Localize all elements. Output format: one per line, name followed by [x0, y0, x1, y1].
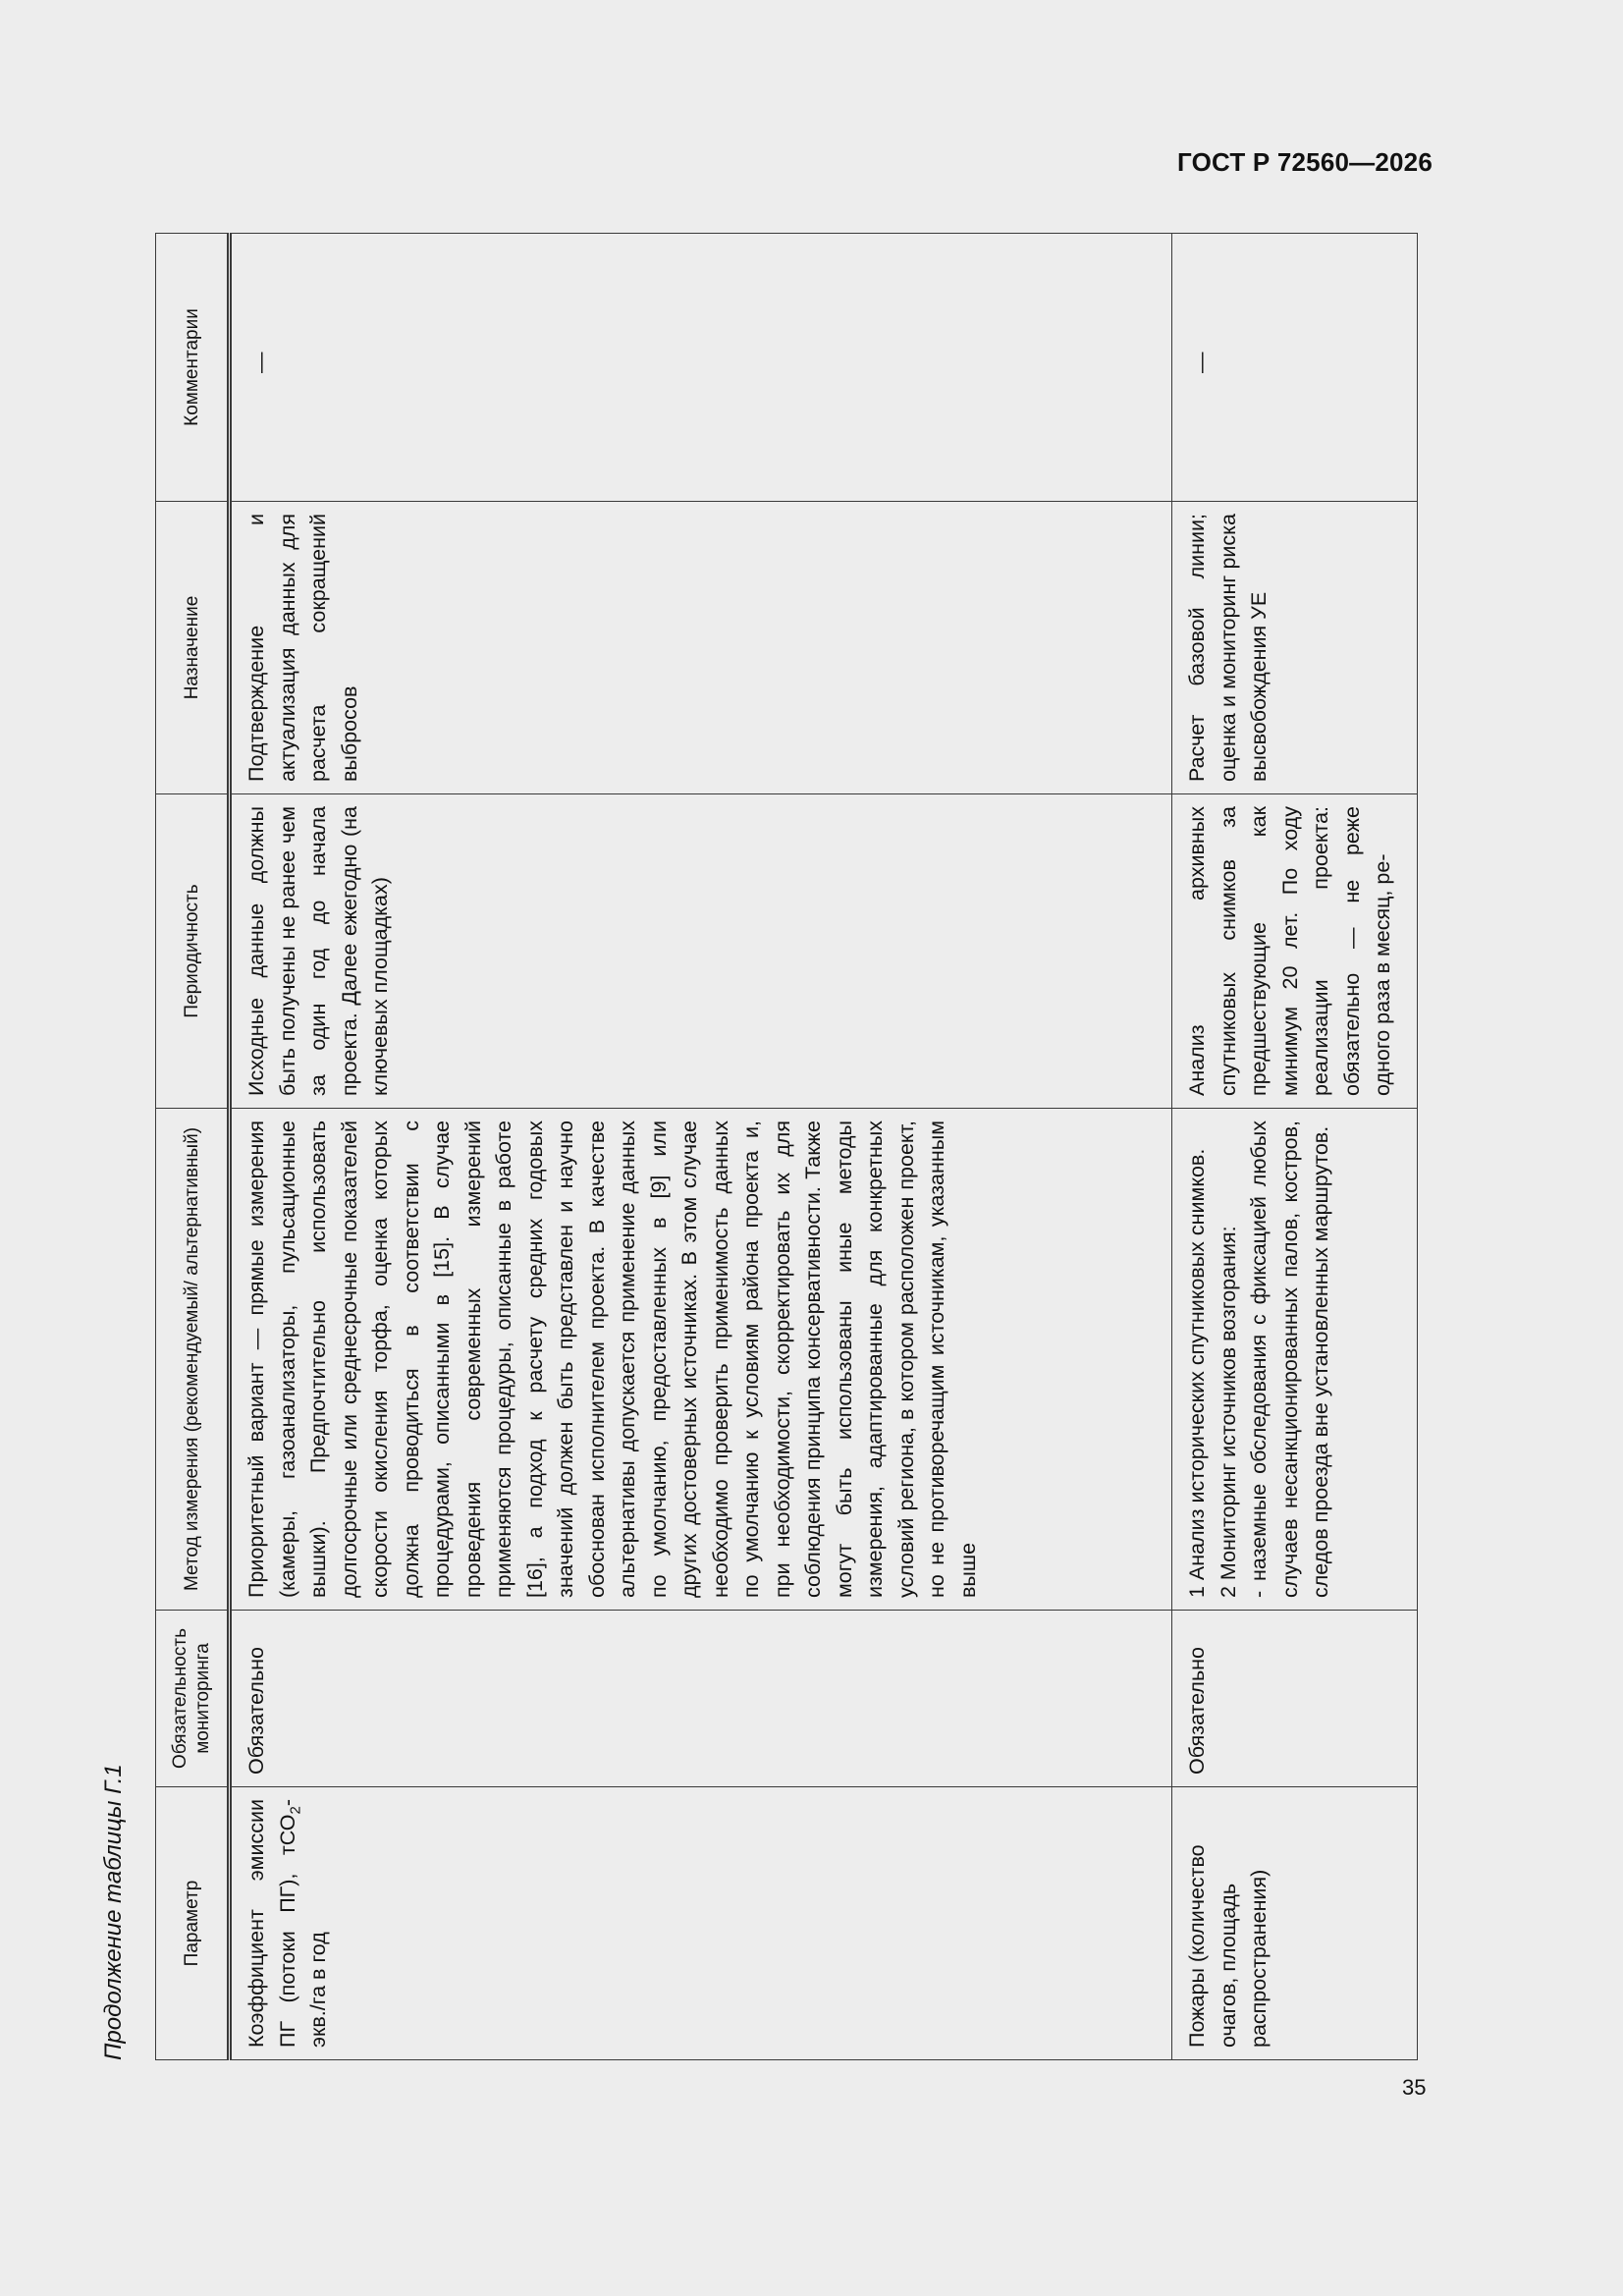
table-header-row [156, 234, 230, 2060]
cell-parameter: Коэффициент эмиссии ПГ (потоки ПГ), тСО$_2$-экв./га в год [230, 1787, 1172, 2060]
method-line: 1 Анализ исторических спутниковых снимков. [1185, 1148, 1209, 1598]
header-parameter: Параметр [156, 1787, 230, 2060]
method-line: - наземные обследования с фиксацией любых случаев несанкционированных палов, костров, следов проезда вне установленных маршрутов. [1247, 1121, 1332, 1598]
cell-parameter: Пожары (количество очагов, площадь распространения) [1172, 1787, 1418, 2060]
table-caption: Продолжение таблицы Г.1 [100, 1764, 127, 2060]
rotated-table-region [98, 234, 1419, 2060]
table-row [1172, 234, 1418, 2060]
monitoring-table [155, 233, 1418, 2060]
document-code: ГОСТ Р 72560—2026 [1177, 147, 1433, 177]
cell-comments: — [230, 234, 1172, 502]
cell-method [1172, 1109, 1418, 1611]
header-mandatory: Обязательность мониторинга [156, 1611, 230, 1787]
cell-periodicity: Исходные данные должны быть получены не ранее чем за один год до начала проекта. Далее ежегодно (на ключевых площадках) [230, 794, 1172, 1109]
header-periodicity: Периодичность [156, 794, 230, 1109]
method-line: 2 Мониторинг источников возгорания: [1216, 1226, 1240, 1598]
cell-periodicity: Анализ архивных спутниковых снимков за предшествующие как минимум 20 лет. По ходу реализации проекта: обязательно — не реже одного раза в месяц, ре- [1172, 794, 1418, 1109]
cell-method: Приоритетный вариант — прямые измерения (камеры, газоанализаторы, пульсационные вышки). Предпочтительно использовать долгосрочные или среднесрочные показателей скорости окисления торфа, оценка которых должна проводиться в соответствии с процедурами, описанными в [15]. В случае проведения современных измерений применяются процедуры, описанные в работе [16], а подход к расчету средних годовых значений должен быть представлен и научно обоснован исполнителем проекта. В качестве альтернативы допускается применение данных по умолчанию, предоставленных в [9] или других достоверных источниках. В этом случае необходимо проверить применимость данных по умолчанию к условиям района проекта и, при необходимости, скорректировать их для соблюдения принципа консервативности. Также могут быть использованы иные методы измерения, адаптированные для конкретных условий региона, в котором расположен проект, но не противоречащим источникам, указанным выше [230, 1109, 1172, 1611]
cell-mandatory: Обязательно [1172, 1611, 1418, 1787]
cell-purpose: Подтверждение и актуализация данных для расчета сокращений выбросов [230, 502, 1172, 794]
cell-mandatory: Обязательно [230, 1611, 1172, 1787]
table-row [230, 234, 1172, 2060]
header-method: Метод измерения (рекомендуемый/ альтернативный) [156, 1109, 230, 1611]
header-comments: Комментарии [156, 234, 230, 502]
cell-purpose: Расчет базовой линии; оценка и мониторинг риска высвобождения УЕ [1172, 502, 1418, 794]
header-purpose: Назначение [156, 502, 230, 794]
cell-comments: — [1172, 234, 1418, 502]
page-number: 35 [1402, 2075, 1427, 2100]
